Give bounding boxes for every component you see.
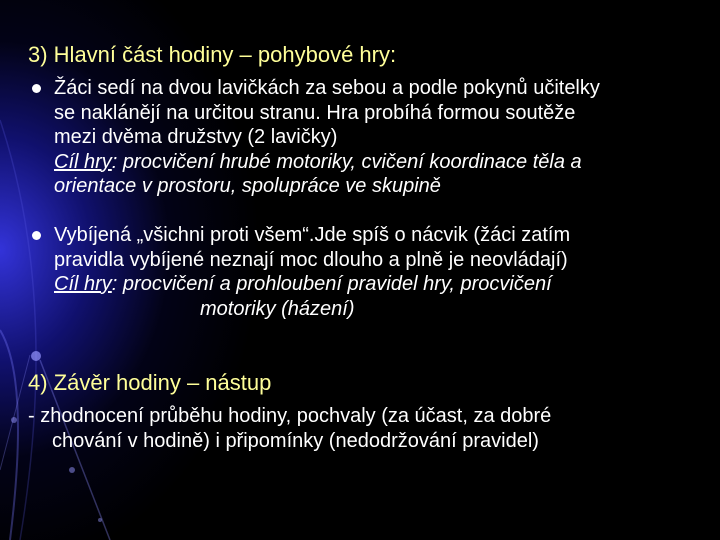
goal-text: : procvičení a prohloubení pravidel hry, procvičení — [111, 273, 552, 295]
goal-text-continued: motoriky (házení) — [200, 297, 355, 320]
closing-paragraph — [28, 404, 718, 453]
list-item-bench-game — [54, 76, 714, 199]
bullet-icon — [32, 84, 41, 93]
item-text-line: se naklánějí na určitou stranu. Hra probíhá formou soutěže — [54, 101, 576, 124]
goal-line — [54, 150, 714, 175]
goal-text: : procvičení hrubé motoriky, cvičení koordinace těla a — [111, 150, 582, 173]
item-text-line: Žáci sedí na dvou lavičkách za sebou a podle pokynů učitelky — [54, 77, 600, 99]
goal-line — [54, 272, 714, 297]
section-heading-main-part: 3) Hlavní část hodiny – pohybové hry: — [28, 42, 397, 67]
goal-label: Cíl hry — [54, 150, 112, 173]
item-text-line: mezi dvěma družstvy (2 lavičky) — [54, 126, 338, 148]
item-text-line: Vybíjená „všichni proti všem“.Jde spíš o nácvik (žáci zatím — [54, 224, 571, 246]
list-item-dodgeball — [54, 223, 714, 321]
closing-line: chování v hodině) i připomínky (nedodržování pravidel) — [52, 429, 539, 452]
goal-label: Cíl hry — [54, 273, 112, 295]
section-heading-conclusion: 4) Závěr hodiny – nástup — [28, 370, 272, 395]
item-text-line: pravidla vybíjené neznají moc dlouho a plně je neovládají) — [54, 248, 568, 271]
goal-text-continued: orientace v prostoru, spolupráce ve skupině — [54, 175, 441, 197]
bullet-icon — [32, 231, 41, 240]
closing-line: - zhodnocení průběhu hodiny, pochvaly (za účast, za dobré — [28, 405, 552, 427]
